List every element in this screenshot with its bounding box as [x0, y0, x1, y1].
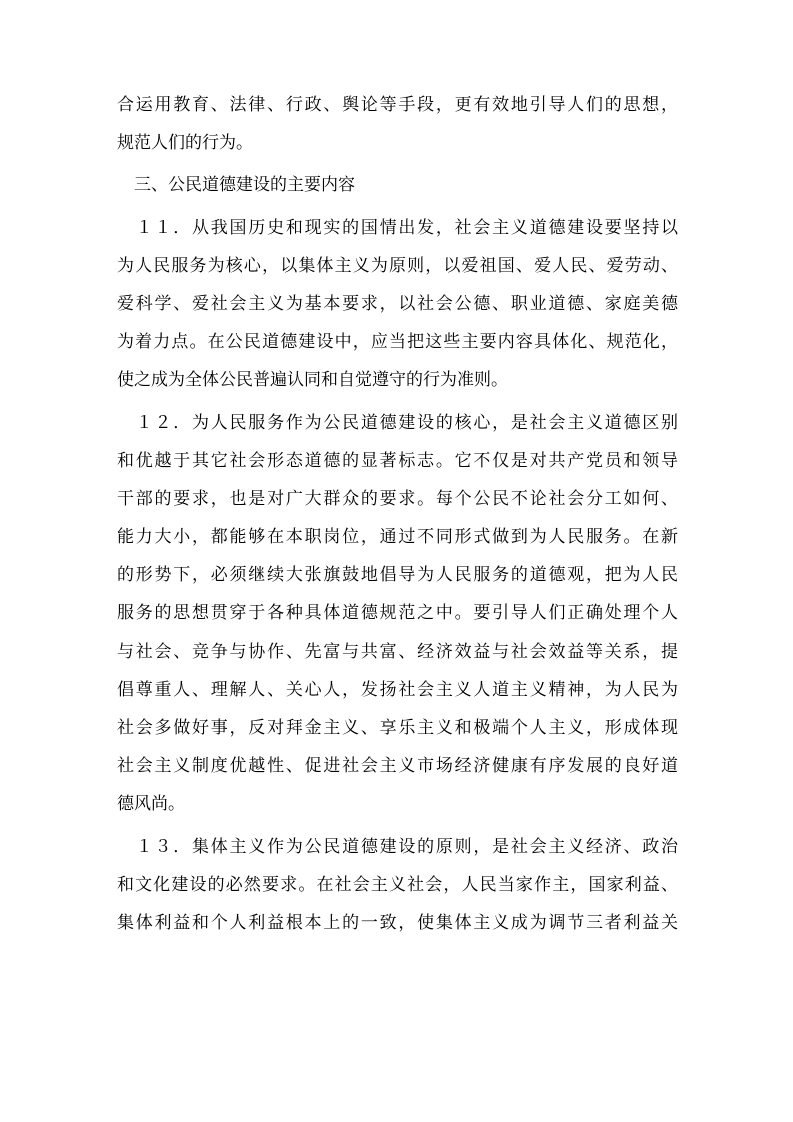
section-heading: [117, 166, 678, 204]
continuation-paragraph: [117, 86, 678, 162]
paragraph-12: [117, 404, 678, 824]
text-line: 干部的要求，也是对广大群众的要求。每个公民不论社会分工如何、: [117, 488, 678, 509]
text-line: １３．集体主义作为公民道德建设的原则，是社会主义经济、政治: [117, 836, 678, 857]
text-line: 社会主义制度优越性、促进社会主义市场经济健康有序发展的良好道: [117, 756, 678, 777]
text-line: 规范人们的行为。: [117, 133, 253, 154]
text-line: 能力大小，都能够在本职岗位，通过不同形式做到为人民服务。在新: [117, 527, 678, 548]
text-line: 使之成为全体公民普遍认同和自觉遵守的行为准则。: [117, 370, 508, 391]
text-line: 为着力点。在公民道德建设中，应当把这些主要内容具体化、规范化，: [117, 332, 678, 353]
document-body: [117, 86, 678, 942]
text-line: 合运用教育、法律、行政、舆论等手段，更有效地引导人们的思想，: [117, 95, 678, 115]
text-line: 倡尊重人、理解人、关心人，发扬社会主义人道主义精神，为人民为: [117, 679, 678, 700]
text-line: １２．为人民服务作为公民道德建设的核心，是社会主义道德区别: [117, 412, 678, 433]
text-line: 的形势下，必须继续大张旗鼓地倡导为人民服务的道德观，把为人民: [117, 565, 678, 586]
text-line: 社会多做好事，反对拜金主义、享乐主义和极端个人主义，形成体现: [117, 718, 678, 738]
section-heading-text: 三、公民道德建设的主要内容: [117, 175, 355, 196]
text-line: 和文化建设的必然要求。在社会主义社会，人民当家作主，国家利益、: [117, 874, 678, 895]
text-line: 服务的思想贯穿于各种具体道德规范之中。要引导人们正确处理个人: [117, 603, 678, 624]
text-line: 为人民服务为核心，以集体主义为原则，以爱祖国、爱人民、爱劳动、: [117, 255, 678, 276]
paragraph-13: [117, 828, 678, 943]
text-line: 爱科学、爱社会主义为基本要求，以社会公德、职业道德、家庭美德: [117, 293, 678, 314]
text-line: 集体利益和个人利益根本上的一致，使集体主义成为调节三者利益关: [117, 912, 678, 933]
paragraph-11: [117, 209, 678, 400]
text-line: １１．从我国历史和现实的国情出发，社会主义道德建设要坚持以: [117, 217, 678, 238]
text-line: 德风尚。: [117, 794, 185, 815]
text-line: 与社会、竞争与协作、先富与共富、经济效益与社会效益等关系，提: [117, 641, 678, 662]
text-line: 和优越于其它社会形态道德的显著标志。它不仅是对共产党员和领导: [117, 450, 678, 471]
